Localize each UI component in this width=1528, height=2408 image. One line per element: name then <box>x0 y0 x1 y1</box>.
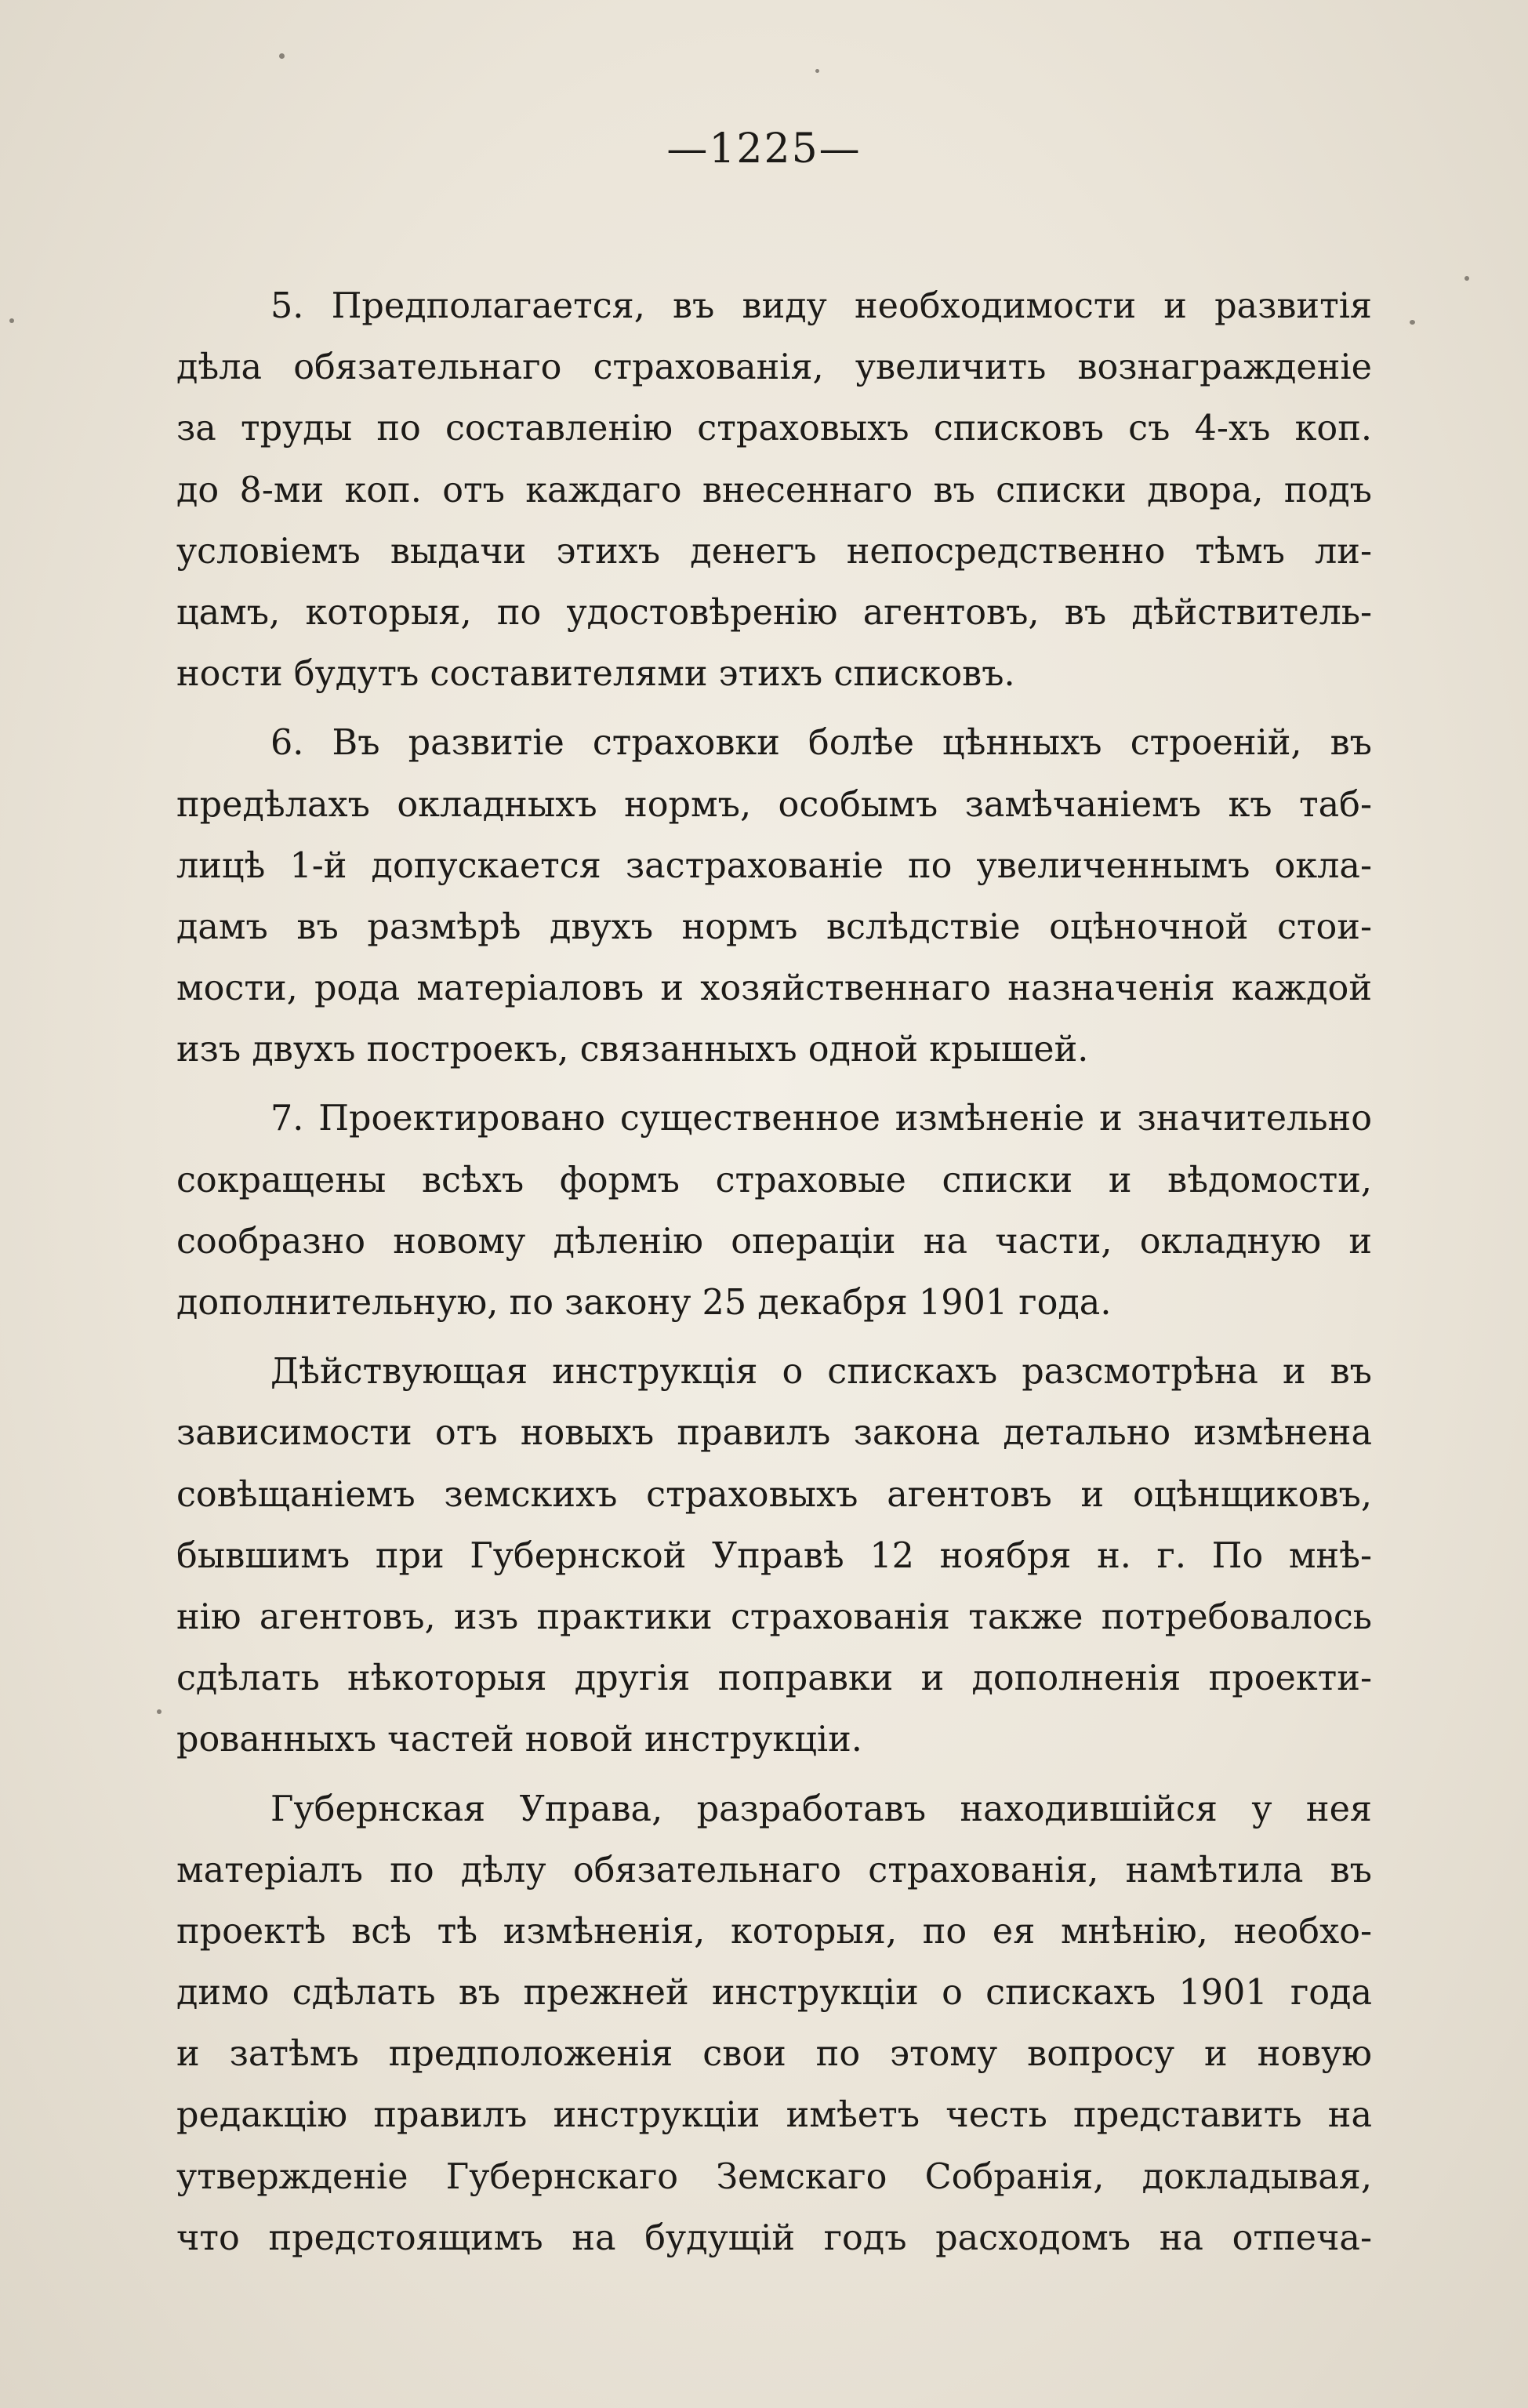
paragraph-gap <box>176 1334 1372 1342</box>
text-line: дополнительную, по закону 25 декабря 1901 года. <box>176 1283 1112 1323</box>
text-line: утвержденіе Губернскаго Земскаго Собранія, докладывая, <box>176 2156 1372 2197</box>
text-line: условіемъ выдачи этихъ денегъ непосредственно тѣмъ ли- <box>176 531 1372 572</box>
paragraph-instruction <box>176 1342 1372 1771</box>
ink-speck <box>815 69 819 73</box>
text-line: бывшимъ при Губернской Управѣ 12 ноября н. г. По мнѣ- <box>176 1535 1372 1576</box>
ink-speck <box>157 1709 162 1714</box>
text-line: и затѣмъ предположенія свои по этому вопросу и новую <box>176 2034 1372 2075</box>
text-line: до 8-ми коп. отъ каждаго внесеннаго въ списки двора, подъ <box>176 470 1372 510</box>
text-line: ности будутъ составителями этихъ списковъ. <box>176 654 1015 695</box>
text-line: 6. Въ развитіе страховки болѣе цѣнныхъ строеній, въ <box>270 723 1372 764</box>
ink-speck <box>1410 320 1415 325</box>
text-line: рованныхъ частей новой инструкціи. <box>176 1720 862 1760</box>
text-line: предѣлахъ окладныхъ нормъ, особымъ замѣчаніемъ къ таб- <box>176 784 1372 825</box>
paragraph-gap <box>176 705 1372 713</box>
text-line: 7. Проектировано существенное измѣненіе и значительно <box>270 1099 1372 1139</box>
text-line: цамъ, которыя, по удостовѣренію агентовъ, въ дѣйствитель- <box>176 592 1372 633</box>
ink-speck <box>9 318 14 323</box>
text-line: димо сдѣлать въ прежней инструкціи о спискахъ 1901 года <box>176 1973 1372 2014</box>
text-line: совѣщаніемъ земскихъ страховыхъ агентовъ и оцѣнщиковъ, <box>176 1474 1372 1515</box>
text-line: проектѣ всѣ тѣ измѣненія, которыя, по ея мнѣнію, необхо- <box>176 1911 1372 1952</box>
paragraph-board <box>176 1779 1372 2270</box>
text-line: редакцію правилъ инструкціи имѣетъ честь представить на <box>176 2095 1372 2136</box>
text-line: изъ двухъ построекъ, связанныхъ одной крышей. <box>176 1030 1089 1070</box>
text-line: сокращены всѣхъ формъ страховые списки и вѣдомости, <box>176 1160 1372 1200</box>
text-line: что предстоящимъ на будущій годъ расходомъ на отпеча- <box>176 2217 1372 2258</box>
paragraph-gap <box>176 1081 1372 1088</box>
ink-speck <box>1464 276 1469 281</box>
ink-speck <box>279 53 285 59</box>
text-line: Губернская Управа, разработавъ находившійся у нея <box>270 1789 1372 1829</box>
text-line: сдѣлать нѣкоторыя другія поправки и дополненія проекти- <box>176 1658 1372 1699</box>
text-line: мости, рода матеріаловъ и хозяйственнаго назначенія каждой <box>176 968 1372 1009</box>
text-line: зависимости отъ новыхъ правилъ закона детально измѣнена <box>176 1413 1372 1454</box>
page-number: —1225— <box>666 125 862 173</box>
text-line: Дѣйствующая инструкція о спискахъ разсмотрѣна и въ <box>270 1352 1372 1393</box>
paragraph-gap <box>176 1771 1372 1779</box>
text-line: 5. Предполагается, въ виду необходимости и развитія <box>270 286 1372 326</box>
text-line: за труды по составленію страховыхъ списковъ съ 4-хъ коп. <box>176 409 1372 449</box>
text-line: матеріалъ по дѣлу обязательнаго страхованія, намѣтила въ <box>176 1850 1372 1890</box>
paragraph-6 <box>176 713 1372 1081</box>
paragraph-7 <box>176 1088 1372 1334</box>
text-line: дѣла обязательнаго страхованія, увеличить вознагражденіе <box>176 347 1372 388</box>
text-line: сообразно новому дѣленію операціи на части, окладную и <box>176 1221 1372 1262</box>
text-line: нію агентовъ, изъ практики страхованія также потребовалось <box>176 1596 1372 1637</box>
paragraph-5 <box>176 276 1372 705</box>
document-body <box>176 276 1372 2269</box>
text-line: дамъ въ размѣрѣ двухъ нормъ вслѣдствіе оцѣночной стои- <box>176 906 1372 947</box>
text-line: лицѣ 1-й допускается застрахованіе по увеличеннымъ окла- <box>176 845 1372 886</box>
